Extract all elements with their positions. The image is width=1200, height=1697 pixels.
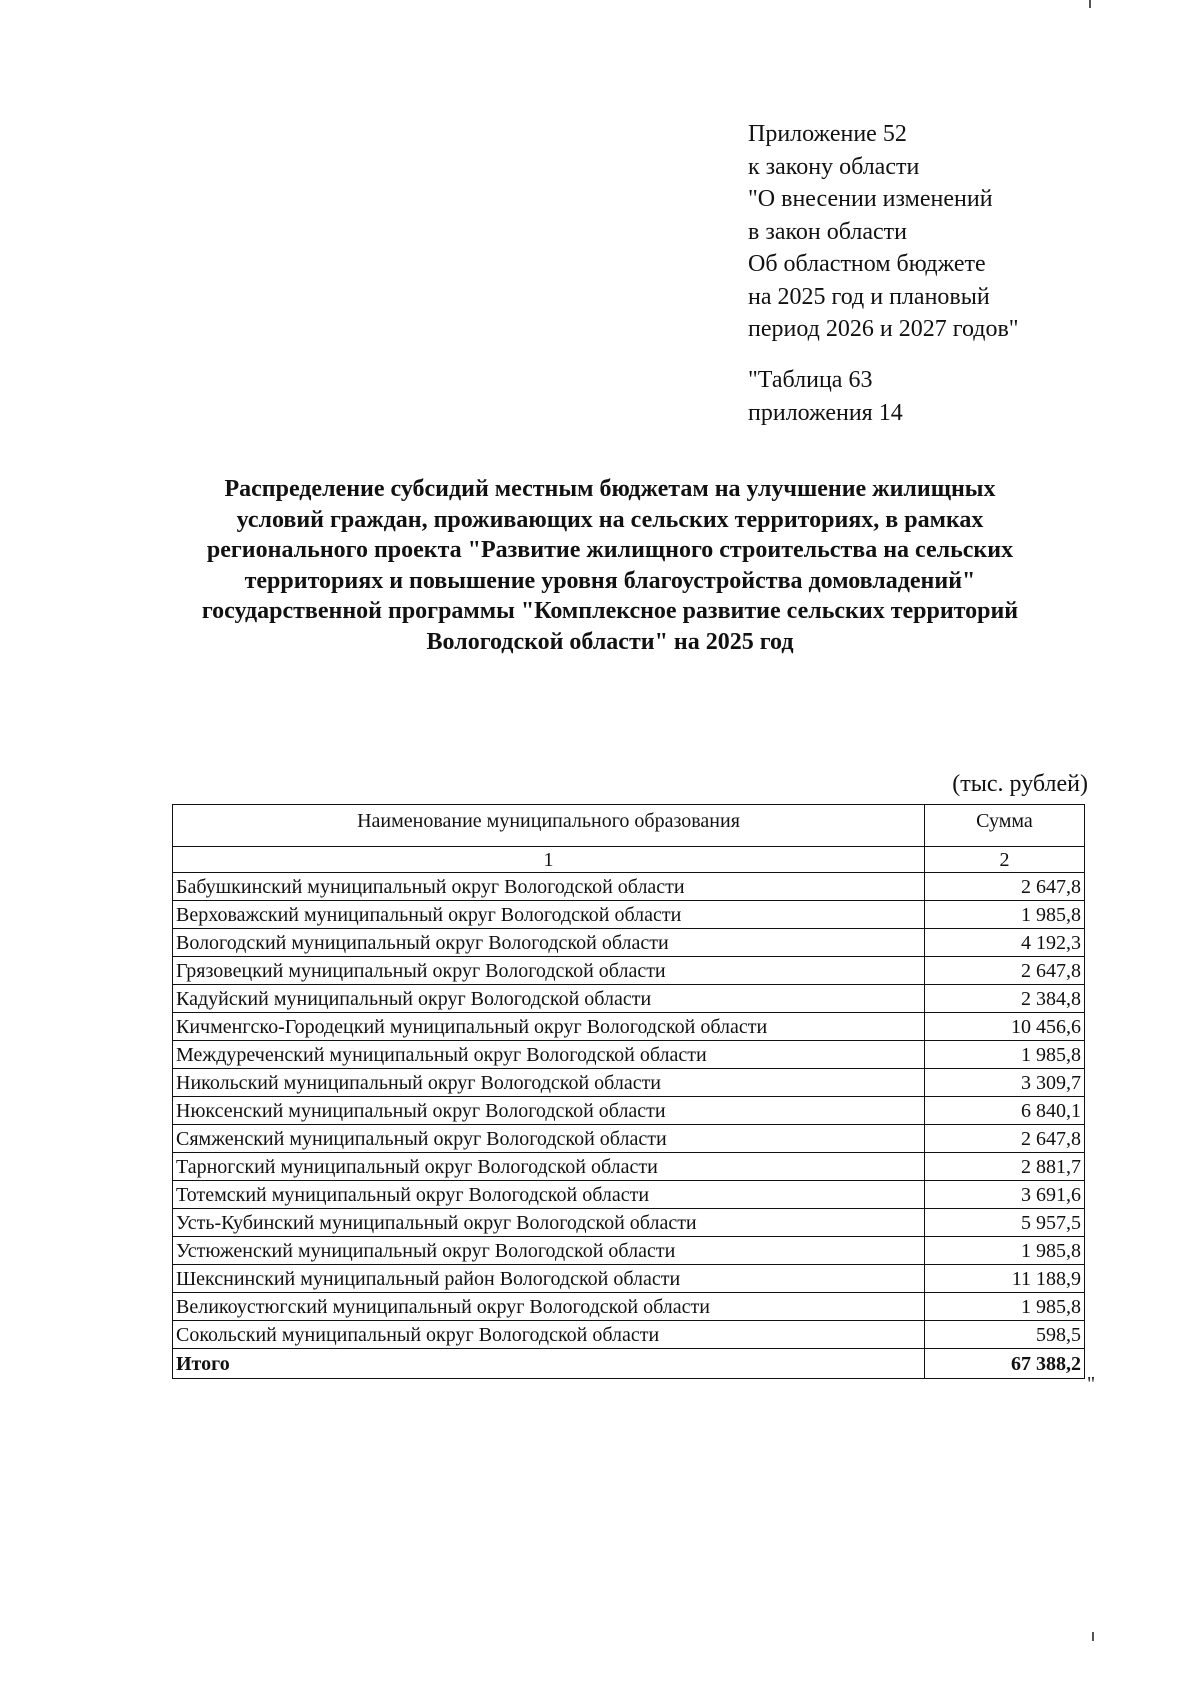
table-reference	[748, 364, 1048, 429]
title-line: Вологодской области" на 2025 год	[426, 628, 794, 655]
amount-value: 4 192,3	[925, 929, 1085, 957]
table-row	[173, 901, 1085, 929]
municipality-name: Сямженский муниципальный округ Вологодской области	[173, 1125, 925, 1153]
amount-value: 2 647,8	[925, 1125, 1085, 1153]
table-row	[173, 1013, 1085, 1041]
appendix-line: Об областном бюджете	[748, 251, 986, 277]
table-row	[173, 1293, 1085, 1321]
units-label: (тыс. рублей)	[952, 771, 1088, 797]
table-row	[173, 1125, 1085, 1153]
title-line: Распределение субсидий местным бюджетам на улучшение жилищных	[224, 476, 996, 502]
municipality-name: Грязовецкий муниципальный округ Вологодской области	[173, 957, 925, 985]
title-line: государственной программы "Комплексное развитие сельских территорий	[201, 598, 1019, 624]
amount-value: 2 647,8	[925, 873, 1085, 901]
table-row	[173, 873, 1085, 901]
document-title	[150, 474, 1070, 657]
column-number-row	[173, 847, 1085, 873]
distribution-table	[172, 804, 1085, 1379]
header-amount: Сумма	[925, 805, 1085, 847]
table-row	[173, 1069, 1085, 1097]
appendix-line: "О внесении изменений	[748, 186, 993, 212]
municipality-name: Никольский муниципальный округ Вологодской области	[173, 1069, 925, 1097]
municipality-name: Кадуйский муниципальный округ Вологодской области	[173, 985, 925, 1013]
table-row	[173, 929, 1085, 957]
municipality-name: Великоустюгский муниципальный округ Вологодской области	[173, 1293, 925, 1321]
table-row	[173, 1209, 1085, 1237]
municipality-name: Тарногский муниципальный округ Вологодской области	[173, 1153, 925, 1181]
municipality-name: Междуреченский муниципальный округ Вологодской области	[173, 1041, 925, 1069]
amount-value: 3 309,7	[925, 1069, 1085, 1097]
table-row	[173, 957, 1085, 985]
municipality-name: Сокольский муниципальный округ Вологодской области	[173, 1321, 925, 1349]
appendix-line: период 2026 и 2027 годов"	[748, 316, 1019, 342]
municipality-name: Верховажский муниципальный округ Вологодской области	[173, 901, 925, 929]
appendix-block	[748, 118, 1088, 346]
table-row	[173, 1181, 1085, 1209]
table-row	[173, 985, 1085, 1013]
closing-quote: "	[1087, 1373, 1096, 1395]
amount-value: 2 881,7	[925, 1153, 1085, 1181]
total-row	[173, 1349, 1085, 1379]
municipality-name: Устюженский муниципальный округ Вологодской области	[173, 1237, 925, 1265]
amount-value: 11 188,9	[925, 1265, 1085, 1293]
table-header-row	[173, 805, 1085, 847]
amount-value: 1 985,8	[925, 1237, 1085, 1265]
municipality-name: Нюксенский муниципальный округ Вологодской области	[173, 1097, 925, 1125]
municipality-name: Шекснинский муниципальный район Вологодской области	[173, 1265, 925, 1293]
scan-mark	[1089, 0, 1091, 8]
column-number: 2	[925, 847, 1085, 873]
header-municipality: Наименование муниципального образования	[173, 805, 925, 847]
title-line: территориях и повышение уровня благоустройства домовладений"	[244, 567, 976, 594]
table-row	[173, 1153, 1085, 1181]
appendix-line: в закон области	[748, 218, 907, 245]
appendix-line: Приложение 52	[748, 121, 907, 147]
table-reference-line: "Таблица 63	[748, 367, 873, 393]
total-label: Итого	[173, 1349, 925, 1379]
scan-mark	[1092, 1632, 1094, 1641]
amount-value: 3 691,6	[925, 1181, 1085, 1209]
amount-value: 598,5	[925, 1321, 1085, 1349]
amount-value: 1 985,8	[925, 901, 1085, 929]
total-value: 67 388,2	[925, 1349, 1085, 1379]
amount-value: 2 647,8	[925, 957, 1085, 985]
municipality-name: Усть-Кубинский муниципальный округ Вологодской области	[173, 1209, 925, 1237]
table-row	[173, 1321, 1085, 1349]
amount-value: 5 957,5	[925, 1209, 1085, 1237]
table-row	[173, 1041, 1085, 1069]
municipality-name: Тотемский муниципальный округ Вологодской области	[173, 1181, 925, 1209]
amount-value: 1 985,8	[925, 1041, 1085, 1069]
appendix-line: к закону области	[748, 153, 920, 180]
amount-value: 1 985,8	[925, 1293, 1085, 1321]
appendix-line: на 2025 год и плановый	[748, 283, 990, 310]
municipality-name: Кичменгско-Городецкий муниципальный округ Вологодской области	[173, 1013, 925, 1041]
title-line: условий граждан, проживающих на сельских территориях, в рамках	[236, 506, 984, 533]
table-row	[173, 1097, 1085, 1125]
table-reference-line: приложения 14	[748, 399, 903, 426]
table-row	[173, 1237, 1085, 1265]
municipality-name: Бабушкинский муниципальный округ Вологодской области	[173, 873, 925, 901]
amount-value: 6 840,1	[925, 1097, 1085, 1125]
amount-value: 10 456,6	[925, 1013, 1085, 1041]
amount-value: 2 384,8	[925, 985, 1085, 1013]
table-row	[173, 1265, 1085, 1293]
municipality-name: Вологодский муниципальный округ Вологодской области	[173, 929, 925, 957]
column-number: 1	[173, 847, 925, 873]
title-line: регионального проекта "Развитие жилищного строительства на сельских	[206, 537, 1014, 563]
